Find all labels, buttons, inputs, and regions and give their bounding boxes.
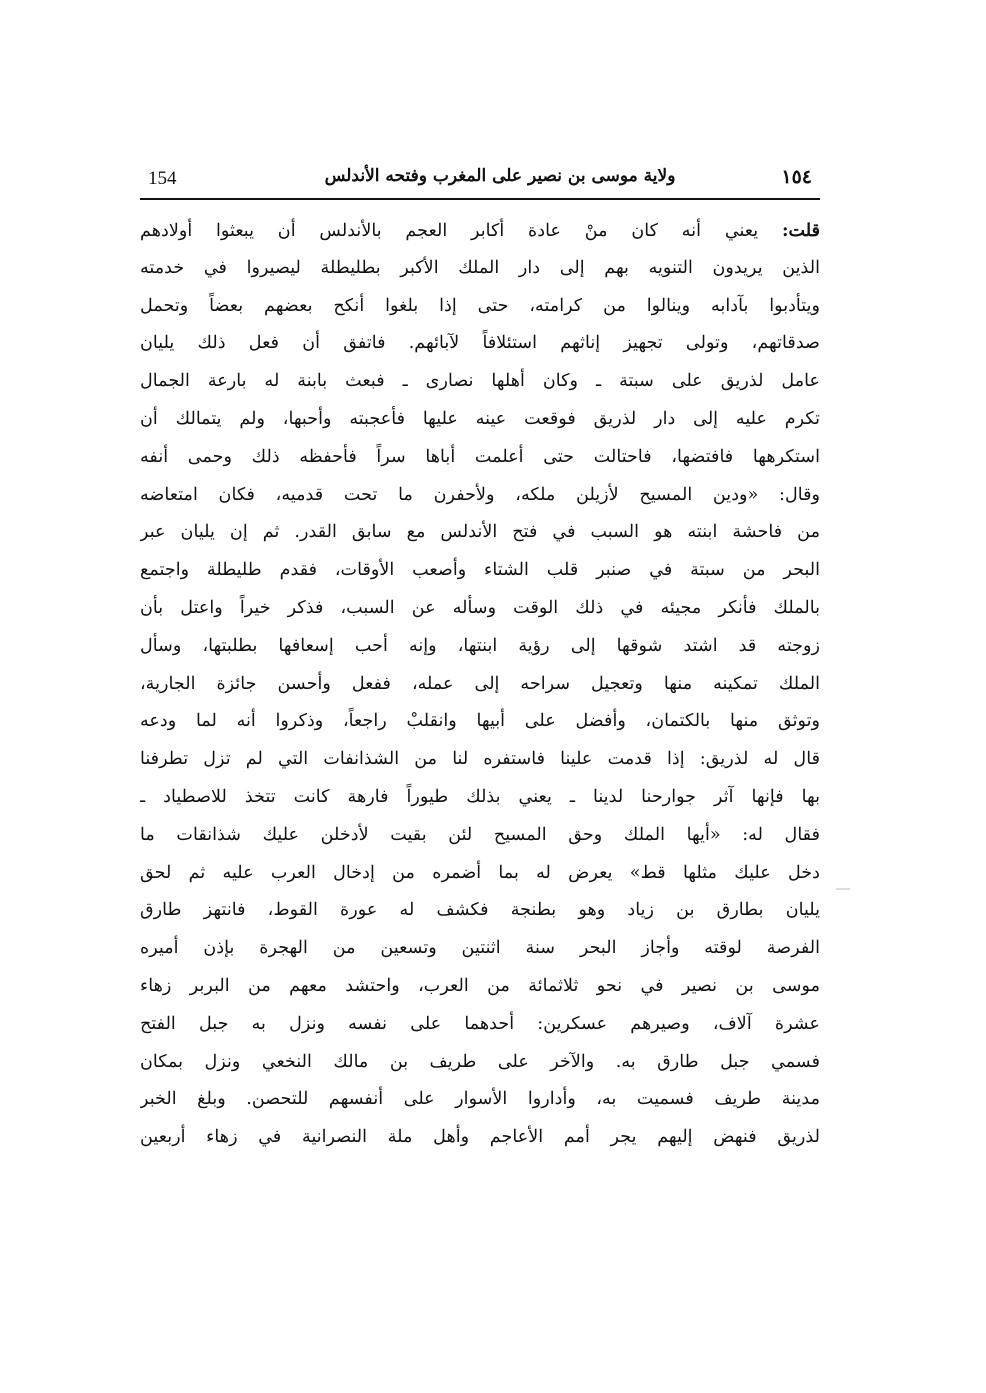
text-line: تكرم عليه إلى دار لذريق فوقعت عينه عليها فأعجبته وأحبها، ولم يتمالك أن xyxy=(140,408,820,429)
text-line: بالملك فأنكر مجيئه في ذلك الوقت وسأله عن السبب، فذكر خيراً واعتل بأن xyxy=(140,597,820,618)
text-line: من فاحشة ابنته هو السبب في فتح الأندلس مع سابق القدر. ثم إن يليان عبر xyxy=(140,522,820,543)
text-line: البحر من سبتة في صنبر قلب الشتاء وأصعب الأوقات، فقدم طليطلة واجتمع xyxy=(140,560,820,581)
text-line: دخل عليك مثلها قط» يعرض له بما أضمره من إدخال العرب عليه ثم لحق xyxy=(140,862,820,883)
text-line: عامل لذريق على سبتة ـ وكان أهلها نصارى ـ فبعث بابنة له بارعة الجمال xyxy=(140,371,820,392)
text-line: قال له لذريق: إذا قدمت علينا فاستفره لنا من الشذانفات التي لم تزل تطرفنا xyxy=(140,749,820,770)
text-line: زوجته قد اشتد شوقها إلى رؤية ابنتها، وإنه أحب إسعافها بطلبتها، وسأل xyxy=(140,635,820,656)
text-line: ويتأدبوا بآدابه وينالوا من كرامته، حتى إذا بلغوا أنكح بعضهم بعضاً وتحمل xyxy=(140,295,820,316)
page-header xyxy=(140,162,820,198)
text-line: موسى بن نصير في نحو ثلاثمائة من العرب، واحتشد معهم من البربر زهاء xyxy=(140,975,820,996)
text-line: مدينة طريف فسميت به، وأداروا الأسوار على أنفسهم للتحصن. وبلغ الخبر xyxy=(140,1089,820,1110)
text-line: الفرصة لوقته وأجاز البحر سنة اثنتين وتسعين من الهجرة بإذن أميره xyxy=(140,938,820,959)
text-line: لذريق فنهض إليهم يجر أمم الأعاجم وأهل ملة النصرانية في زهاء أربعين xyxy=(140,1127,820,1148)
body-text xyxy=(140,212,820,1157)
text-line: عشرة آلاف، وصيرهم عسكرين: أحدهما على نفسه ونزل به جبل الفتح xyxy=(140,1013,820,1034)
text-line: وقال: «ودين المسيح لأزيلن ملكه، ولأحفرن ما تحت قدميه، فكان امتعاضه xyxy=(140,484,820,505)
text-line-1 xyxy=(140,212,820,250)
header-divider xyxy=(140,198,820,200)
scan-speck xyxy=(836,888,850,890)
page-number-latin: 154 xyxy=(148,168,177,189)
text-line: فسمي جبل طارق به. والآخر على طريف بن مالك النخعي ونزل بمكان xyxy=(140,1051,820,1072)
text-line: استكرهها فافتضها، فاحتالت حتى أعلمت أباها سراً فأحفظه ذلك وحمى أنفه xyxy=(140,446,820,467)
lead-word: قلت: xyxy=(781,220,820,241)
first-line-rest: يعني أنه كان منْ عادة أكابر العجم بالأندلس أن يبعثوا أولادهم xyxy=(140,221,759,241)
text-line: وتوثق منها بالكتمان، وأفضل على أبيها وانقلبْ راجعاً، وذكروا أنه لما ودعه xyxy=(140,711,820,732)
page-number-arabic: ١٥٤ xyxy=(781,166,812,188)
text-line: الذين يريدون التنويه بهم إلى دار الملك الأكبر بطليطلة ليصيروا في خدمته xyxy=(140,257,820,278)
text-line: يليان بطارق بن زياد وهو بطنجة فكشف له عورة القوط، فانتهز طارق xyxy=(140,900,820,921)
text-line: فقال له: «أيها الملك وحق المسيح لئن بقيت لأدخلن عليك شذانقات ما xyxy=(140,824,820,845)
text-line: صدقاتهم، وتولى تجهيز إناثهم استئلافاً لآبائهم. فاتفق أن فعل ذلك يليان xyxy=(140,333,820,354)
running-title: ولاية موسى بن نصير على المغرب وفتحه الأندلس xyxy=(324,166,676,186)
text-line: بها فإنها آثر جوارحنا لدينا ـ يعني بذلك طيوراً فارهة كانت تتخذ للاصطياد ـ xyxy=(140,786,820,807)
text-line: الملك تمكينه منها وتعجيل سراحه إلى عمله، ففعل وأحسن جائزة الجارية، xyxy=(140,673,820,694)
